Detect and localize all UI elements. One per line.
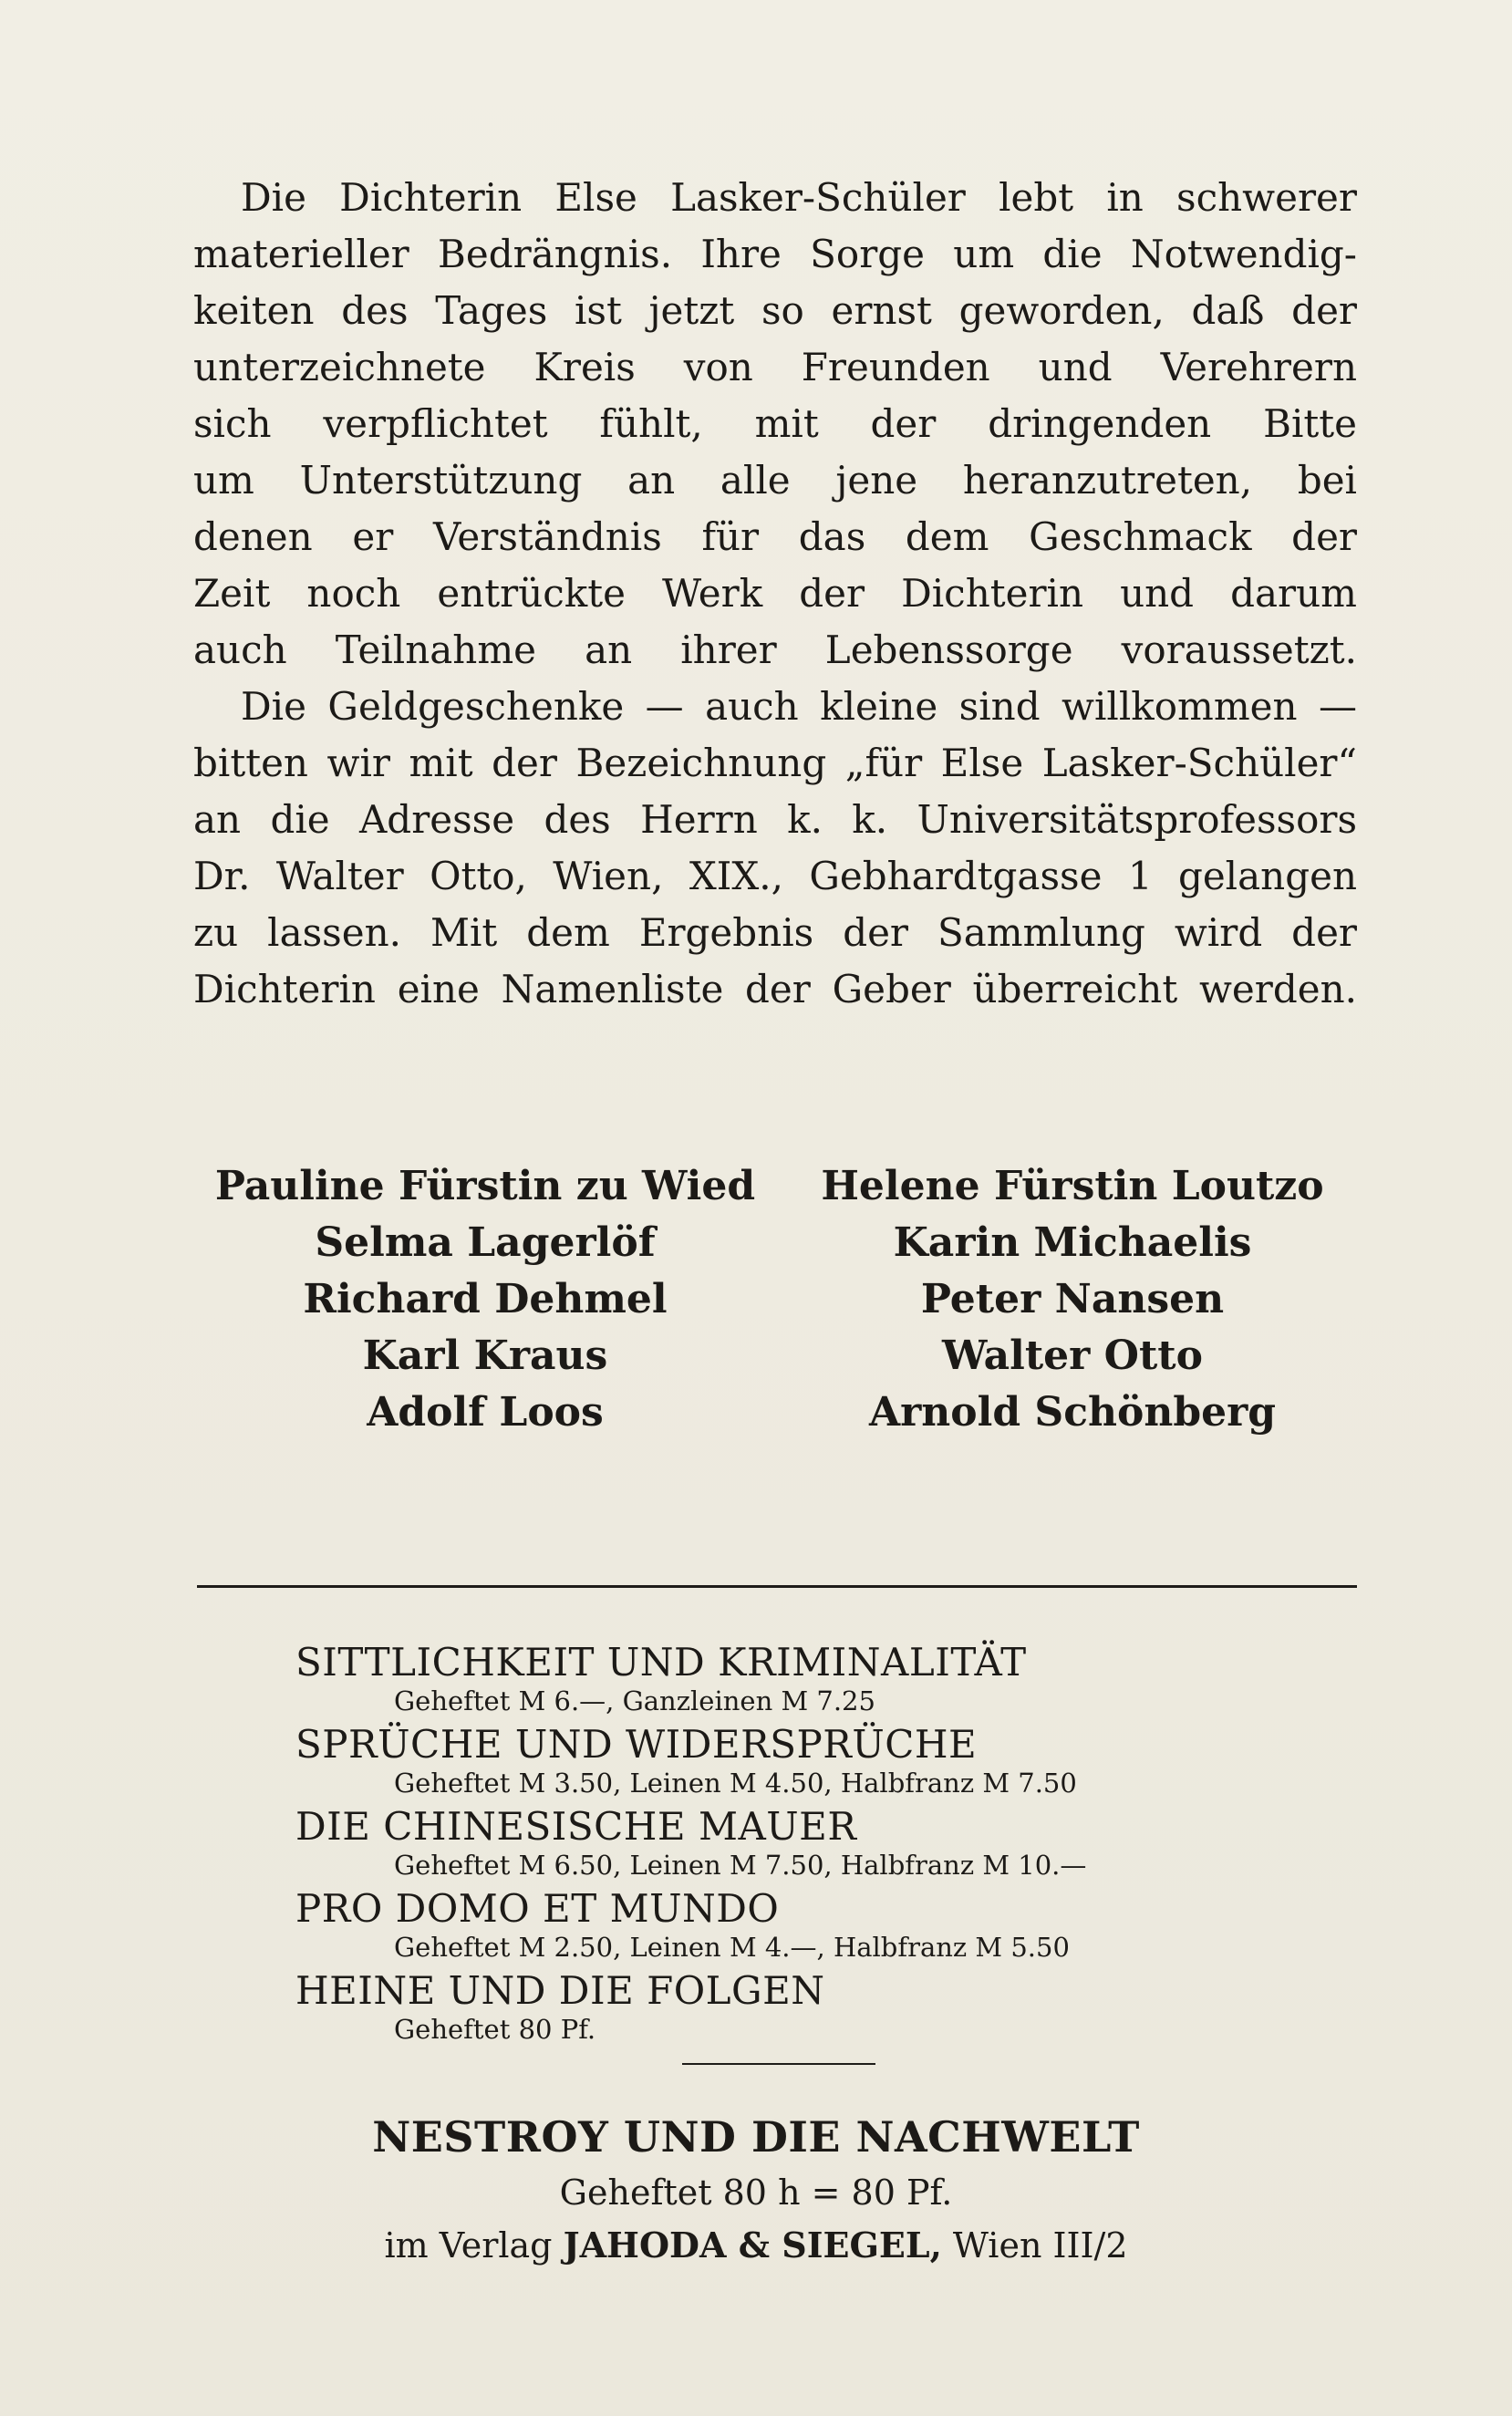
appeal-line: Dichterin eine Namenliste der Geber überreicht werden. [193,967,1357,1011]
publisher-city: Wien III/2 [952,2225,1128,2266]
book-price: Geheftet M 3.50, Leinen M 4.50, Halbfranz M 7.50 [394,1768,1077,1799]
appeal-line: materieller Bedrängnis. Ihre Sorge um die Notwendig- [193,232,1357,276]
book-entry [295,1804,1299,1881]
appeal-line: um Unterstützung an alle jene heranzutreten, bei [193,458,1357,503]
footer-price: Geheftet 80 h = 80 Pf. [559,2172,953,2213]
signatory-name: Helene Fürstin Loutzo [821,1163,1324,1209]
publisher-name: JAHODA & SIEGEL, [563,2224,942,2266]
publisher-prefix: im Verlag [384,2225,553,2266]
book-entry [295,1640,1299,1716]
signatory-name: Richard Dehmel [303,1276,668,1322]
appeal-line: auch Teilnahme an ihrer Lebenssorge voraussetzt. [193,627,1357,672]
book-list [295,1640,1299,2050]
signatory-name: Karl Kraus [362,1332,608,1379]
signatory-name: Adolf Loos [367,1389,604,1436]
appeal-line: zu lassen. Mit dem Ergebnis der Sammlung wird der [193,910,1357,955]
footer-title: NESTROY UND DIE NACHWELT [372,2112,1140,2162]
appeal-line: Dr. Walter Otto, Wien, XIX., Gebhardtgasse 1 gelangen [193,854,1357,898]
signatories-list [0,1158,1512,1450]
appeal-line: bitten wir mit der Bezeichnung „für Else Lasker-Schüler“ [193,741,1357,785]
book-price: Geheftet M 2.50, Leinen M 4.—, Halbfranz M 5.50 [394,1932,1070,1963]
footer-divider [682,2063,875,2065]
appeal-line: sich verpflichtet fühlt, mit der dringenden Bitte [193,401,1357,446]
signatory-name: Walter Otto [942,1332,1203,1379]
signatory-name: Karin Michaelis [893,1219,1252,1266]
appeal-line: Zeit noch entrückte Werk der Dichterin und darum [193,571,1357,616]
appeal-line: unterzeichnete Kreis von Freunden und Verehrern [193,345,1357,389]
signatory-name: Peter Nansen [920,1276,1225,1322]
signatories-left-column [202,1158,768,1441]
book-title: DIE CHINESISCHE MAUER [295,1804,857,1849]
book-price: Geheftet M 6.—, Ganzleinen M 7.25 [394,1685,875,1716]
appeal-line: an die Adresse des Herrn k. k. Universitätsprofessors [193,797,1357,842]
book-entry [295,1722,1299,1799]
footer-advert [0,2107,1512,2273]
footer-publisher [0,2218,1512,2273]
book-entry [295,1886,1299,1963]
book-title: SITTLICHKEIT UND KRIMINALITÄT [295,1640,1027,1685]
appeal-text [193,170,1357,1018]
book-price: Geheftet M 6.50, Leinen M 7.50, Halbfranz M 10.— [394,1850,1087,1881]
book-entry [295,1968,1299,2045]
signatories-right-column [799,1158,1346,1441]
appeal-line: denen er Verständnis für das dem Geschmack der [193,514,1357,559]
signatory-name: Selma Lagerlöf [315,1219,656,1266]
book-title: HEINE UND DIE FOLGEN [295,1968,825,2013]
signatory-name: Arnold Schönberg [868,1389,1277,1436]
appeal-line: Die Dichterin Else Lasker-Schüler lebt in schwerer [241,175,1357,220]
book-title: SPRÜCHE UND WIDERSPRÜCHE [295,1722,978,1767]
book-title: PRO DOMO ET MUNDO [295,1886,780,1931]
signatory-name: Pauline Fürstin zu Wied [214,1163,756,1209]
book-price: Geheftet 80 Pf. [394,2014,596,2045]
section-divider [197,1585,1357,1588]
appeal-line: keiten des Tages ist jetzt so ernst geworden, daß der [193,288,1357,333]
appeal-line: Die Geldgeschenke — auch kleine sind willkommen — [241,684,1357,729]
